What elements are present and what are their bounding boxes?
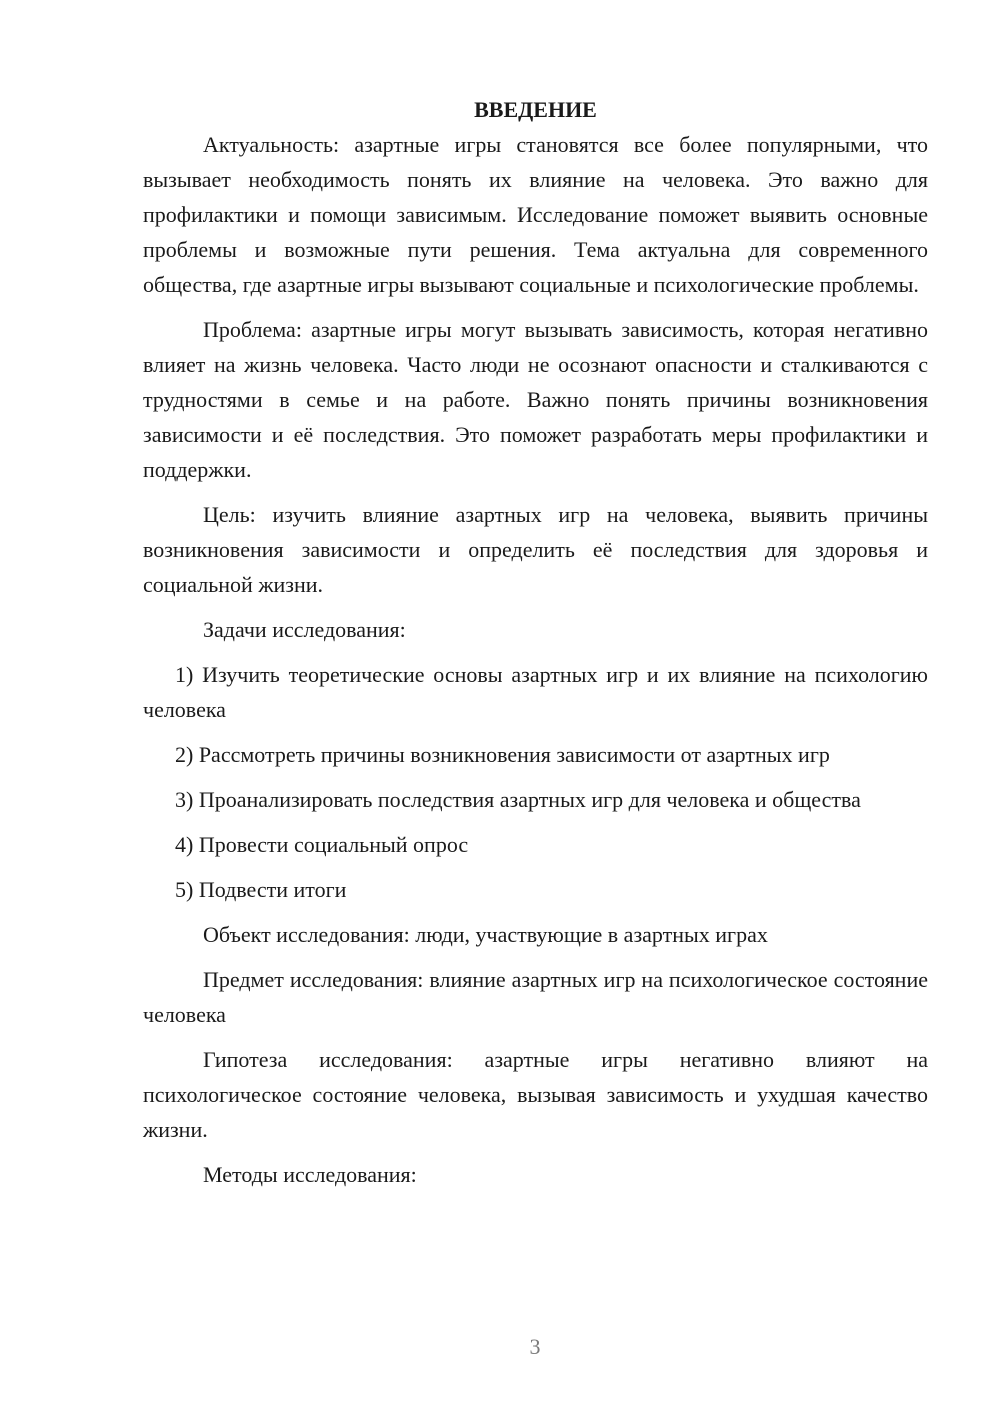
task-item-3: 3) Проанализировать последствия азартных игр для человека и общества	[175, 787, 861, 812]
section-title: ВВЕДЕНИЕ	[474, 97, 597, 122]
paragraph-methods: Методы исследования:	[203, 1162, 417, 1187]
task-item-4: 4) Провести социальный опрос	[175, 832, 469, 857]
paragraph-tasks-heading: Задачи исследования:	[203, 617, 406, 642]
paragraph-subject: Предмет исследования: влияние азартных игр на психологическое состояние человека	[143, 967, 928, 1027]
task-item-1: 1) Изучить теоретические основы азартных игр и их влияние на психологию человека	[143, 662, 928, 722]
task-item-2: 2) Рассмотреть причины возникновения зависимости от азартных игр	[175, 742, 830, 767]
paragraph-object: Объект исследования: люди, участвующие в азартных играх	[203, 922, 768, 947]
page-number: 3	[529, 1334, 541, 1359]
paragraph-goal: Цель: изучить влияние азартных игр на человека, выявить причины возникновения зависимости и определить её последствия для здоровья и социальной жизни.	[143, 502, 928, 597]
paragraph-problem: Проблема: азартные игры могут вызывать зависимость, которая негативно влияет на жизнь человека. Часто люди не осознают опасности и сталкиваются с трудностями в семье и на работе. Важно понять причины возникновения зависимости и её последствия. Это поможет разработать меры профилактики и поддержки.	[143, 317, 928, 482]
task-item-5: 5) Подвести итоги	[175, 877, 347, 902]
paragraph-hypothesis: Гипотеза исследования: азартные игры негативно влияют на психологическое состояние человека, вызывая зависимость и ухудшая качество жизни.	[143, 1047, 928, 1142]
document-page	[143, 92, 928, 1202]
paragraph-relevance: Актуальность: азартные игры становятся все более популярными, что вызывает необходимость понять их влияние на человека. Это важно для профилактики и помощи зависимым. Исследование поможет выявить основные проблемы и возможные пути решения. Тема актуальна для современного общества, где азартные игры вызывают социальные и психологические проблемы.	[143, 132, 928, 297]
